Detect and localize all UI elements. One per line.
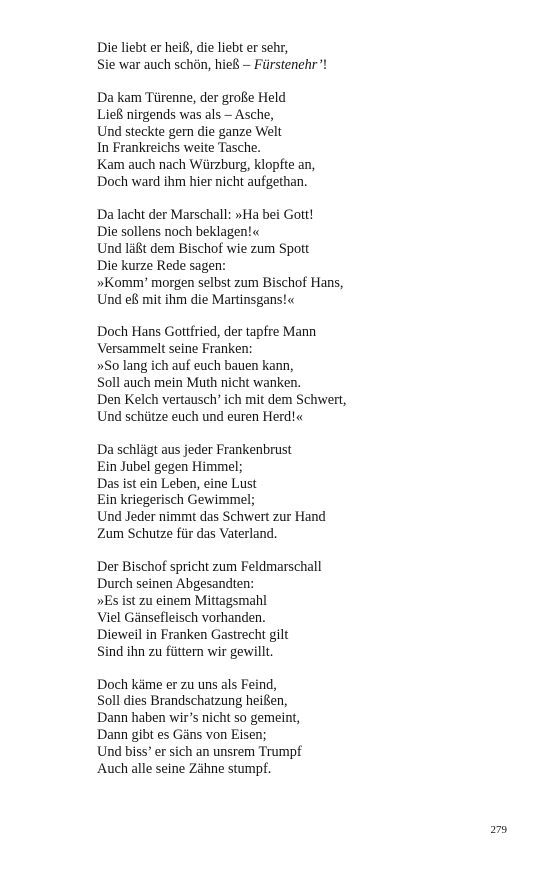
poem-line [97, 476, 517, 493]
line-text: Kam auch nach Würzburg, klopfte an, [97, 157, 316, 174]
stanza [97, 207, 517, 308]
poem-line [97, 744, 517, 761]
poem-line [97, 509, 517, 526]
line-text: Dann gibt es Gäns von Eisen; [97, 727, 267, 744]
line-text: Auch alle seine Zähne stumpf. [97, 760, 272, 777]
poem-line [97, 275, 517, 292]
stanza [97, 324, 517, 425]
poem-line [97, 593, 517, 610]
line-text: Viel Gänsefleisch vorhanden. [97, 609, 266, 626]
poem-line [97, 710, 517, 727]
poem-line [97, 174, 517, 191]
poem-line [97, 157, 517, 174]
poem-line [97, 627, 517, 644]
line-text: »Es ist zu einem Mittagsmahl [97, 592, 267, 609]
poem-line [97, 576, 517, 593]
poem-line [97, 107, 517, 124]
line-text: Und schütze euch und euren Herd!« [97, 408, 304, 425]
line-text: Ein kriegerisch Gewimmel; [97, 492, 256, 509]
line-text: Die kurze Rede sagen: [97, 257, 227, 274]
line-text: Und Jeder nimmt das Schwert zur Hand [97, 509, 326, 526]
line-text: Und eß mit ihm die Martinsgans!« [97, 291, 295, 308]
line-text: Soll auch mein Muth nicht wanken. [97, 375, 302, 392]
poem-line [97, 761, 517, 778]
poem-line [97, 392, 517, 409]
poem-line [97, 727, 517, 744]
poem-line [97, 459, 517, 476]
line-text: Und steckte gern die ganze Welt [97, 123, 282, 140]
poem-line [97, 207, 517, 224]
poem-line [97, 677, 517, 694]
poem-line [97, 442, 517, 459]
poem-line [97, 375, 517, 392]
line-text: Und läßt dem Bischof wie zum Spott [97, 240, 310, 257]
poem-line [97, 526, 517, 543]
poem-line [97, 258, 517, 275]
line-text: Doch Hans Gottfried, der tapfre Mann [97, 324, 317, 341]
line-italic-text: Fürstenehr’ [253, 56, 323, 73]
line-text: Doch käme er zu uns als Feind, [97, 676, 277, 693]
line-text: Ließ nirgends was als – Asche, [97, 106, 274, 123]
line-text: Da schlägt aus jeder Frankenbrust [97, 441, 292, 458]
page-number: 279 [490, 824, 507, 836]
poem-line [97, 559, 517, 576]
poem-line [97, 224, 517, 241]
stanza [97, 442, 517, 543]
poem-line [97, 409, 517, 426]
line-text: Und biss’ er sich an unsrem Trumpf [97, 744, 302, 761]
line-text: Die sollens noch beklagen!« [97, 224, 260, 241]
stanza [97, 40, 517, 74]
poem-line [97, 358, 517, 375]
line-text: Dieweil in Franken Gastrecht gilt [97, 626, 289, 643]
line-text: Versammelt seine Franken: [97, 341, 253, 358]
poem-line [97, 341, 517, 358]
poem-line [97, 492, 517, 509]
line-text: Dann haben wir’s nicht so gemeint, [97, 710, 301, 727]
poem-line [97, 610, 517, 627]
poem-line [97, 693, 517, 710]
line-text: Sie war auch schön, hieß – [97, 56, 254, 73]
poem-line [97, 90, 517, 107]
line-text: Da lacht der Marschall: »Ha bei Gott! [97, 207, 314, 224]
line-text: In Frankreichs weite Tasche. [97, 140, 261, 157]
poem-line [97, 644, 517, 661]
line-text: Sind ihn zu füttern wir gewillt. [97, 643, 274, 660]
line-text: Da kam Türenne, der große Held [97, 89, 286, 106]
line-text: Der Bischof spricht zum Feldmarschall [97, 559, 322, 576]
line-text: »Komm’ morgen selbst zum Bischof Hans, [97, 274, 344, 291]
line-text: Den Kelch vertausch’ ich mit dem Schwert, [97, 392, 347, 409]
poem-line [97, 140, 517, 157]
line-text: Doch ward ihm hier nicht aufgethan. [97, 174, 308, 191]
poem-line [97, 40, 517, 57]
line-text: »So lang ich auf euch bauen kann, [97, 358, 294, 375]
line-text: Das ist ein Leben, eine Lust [97, 475, 257, 492]
line-text: Ein Jubel gegen Himmel; [97, 458, 243, 475]
line-trailing-text: ! [322, 56, 328, 73]
poem-line [97, 124, 517, 141]
poem-line [97, 57, 517, 74]
stanza [97, 677, 517, 778]
poem-line [97, 292, 517, 309]
poem-body [97, 40, 517, 794]
stanza [97, 90, 517, 191]
line-text: Durch seinen Abgesandten: [97, 576, 255, 593]
poem-line [97, 241, 517, 258]
line-text: Die liebt er heiß, die liebt er sehr, [97, 40, 289, 56]
poem-line [97, 324, 517, 341]
line-text: Soll dies Brandschatzung heißen, [97, 693, 288, 710]
line-text: Zum Schutze für das Vaterland. [97, 526, 278, 543]
stanza [97, 559, 517, 660]
